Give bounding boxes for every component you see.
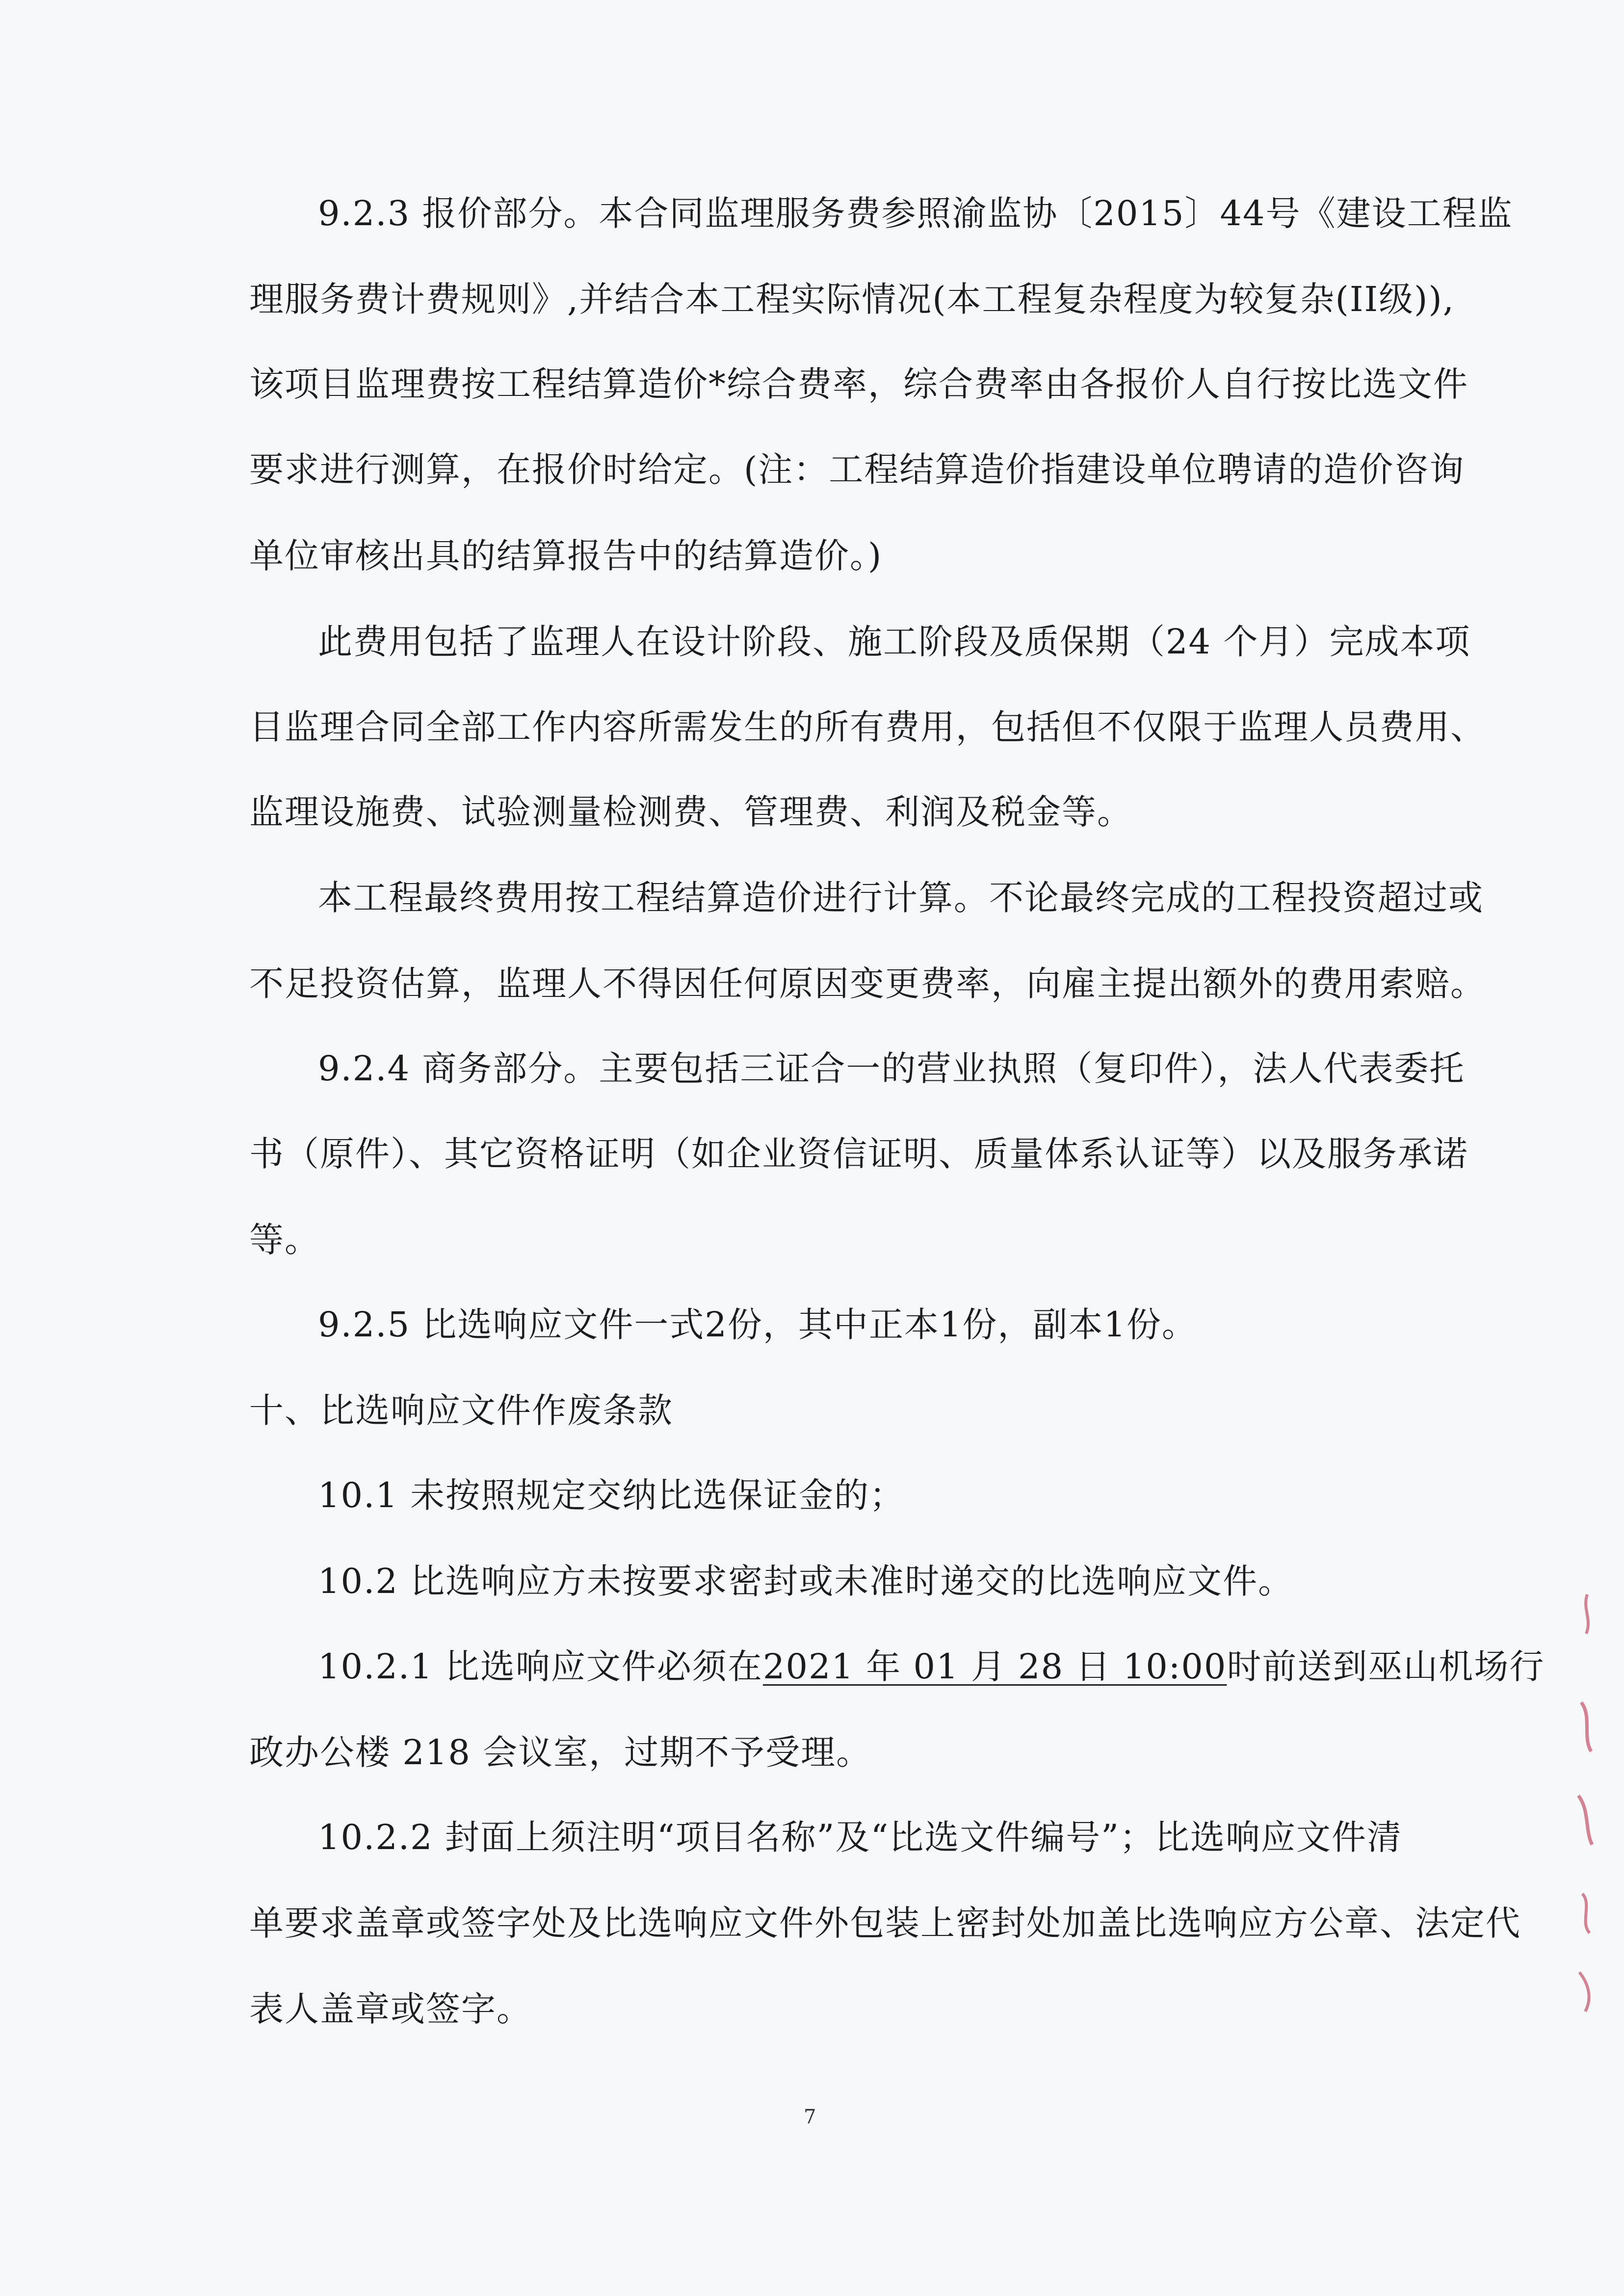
clause-10-2-1-line-2: 政办公楼 218 会议室，过期不予受理。 xyxy=(249,1732,872,1773)
clause-10-2-2-line-3: 表人盖章或签字。 xyxy=(249,1989,532,2029)
section-heading-10: 十、比选响应文件作废条款 xyxy=(249,1390,673,1431)
paragraph-9-2-4-line-2: 书（原件）、其它资格证明（如企业资信证明、质量体系认证等）以及服务承诺 xyxy=(249,1134,1468,1174)
clause-10-2-1-tail: 时前送到巫山机场行 xyxy=(1227,1646,1545,1687)
clause-10-1: 10.1 未按照规定交纳比选保证金的； xyxy=(318,1475,905,1515)
clause-10-2-1-line-1 xyxy=(318,1644,1545,1689)
paragraph-9-2-4-line-3: 等。 xyxy=(249,1220,320,1260)
paragraph-fee-scope-line-3: 监理设施费、试验测量检测费、管理费、利润及税金等。 xyxy=(249,792,1132,832)
paragraph-9-2-3-line-5: 单位审核出具的结算报告中的结算造价。) xyxy=(249,536,883,576)
edge-seal-stamp xyxy=(1572,1590,1602,2016)
paragraph-9-2-3-line-3: 该项目监理费按工程结算造价*综合费率，综合费率由各报价人自行按比选文件 xyxy=(249,364,1468,404)
paragraph-9-2-3-line-4: 要求进行测算，在报价时给定。(注：工程结算造价指建设单位聘请的造价咨询 xyxy=(249,449,1465,490)
paragraph-fee-scope-line-2: 目监理合同全部工作内容所需发生的所有费用，包括但不仅限于监理人员费用、 xyxy=(249,707,1486,747)
page-number: 7 xyxy=(804,2106,816,2128)
paragraph-9-2-4-line-1: 9.2.4 商务部分。主要包括三证合一的营业执照（复印件），法人代表委托 xyxy=(318,1048,1465,1089)
paragraph-final-cost-line-2: 不足投资估算，监理人不得因任何原因变更费率，向雇主提出额外的费用索赔。 xyxy=(249,964,1486,1004)
paragraph-9-2-3-line-1: 9.2.3 报价部分。本合同监理服务费参照渝监协〔2015〕44号《建设工程监 xyxy=(318,193,1513,234)
deadline-date: 2021 年 01 月 28 日 10:00 xyxy=(762,1646,1227,1687)
clause-10-2: 10.2 比选响应方未按要求密封或未准时递交的比选响应文件。 xyxy=(318,1561,1294,1601)
paragraph-fee-scope-line-1: 此费用包括了监理人在设计阶段、施工阶段及质保期（24 个月）完成本项 xyxy=(318,622,1471,662)
paragraph-9-2-5: 9.2.5 比选响应文件一式2份，其中正本1份，副本1份。 xyxy=(318,1305,1197,1345)
paragraph-final-cost-line-1: 本工程最终费用按工程结算造价进行计算。不论最终完成的工程投资超过或 xyxy=(318,878,1484,918)
clause-10-2-2-line-1: 10.2.2 封面上须注明“项目名称”及“比选文件编号”；比选响应文件清 xyxy=(318,1817,1403,1857)
clause-10-2-1-lead: 10.2.1 比选响应文件必须在 xyxy=(318,1646,763,1687)
clause-10-2-2-line-2: 单要求盖章或签字处及比选响应文件外包装上密封处加盖比选响应方公章、法定代 xyxy=(249,1903,1521,1943)
paragraph-9-2-3-line-2: 理服务费计费规则》,并结合本工程实际情况(本工程复杂程度为较复杂(II级)), xyxy=(249,279,1455,319)
